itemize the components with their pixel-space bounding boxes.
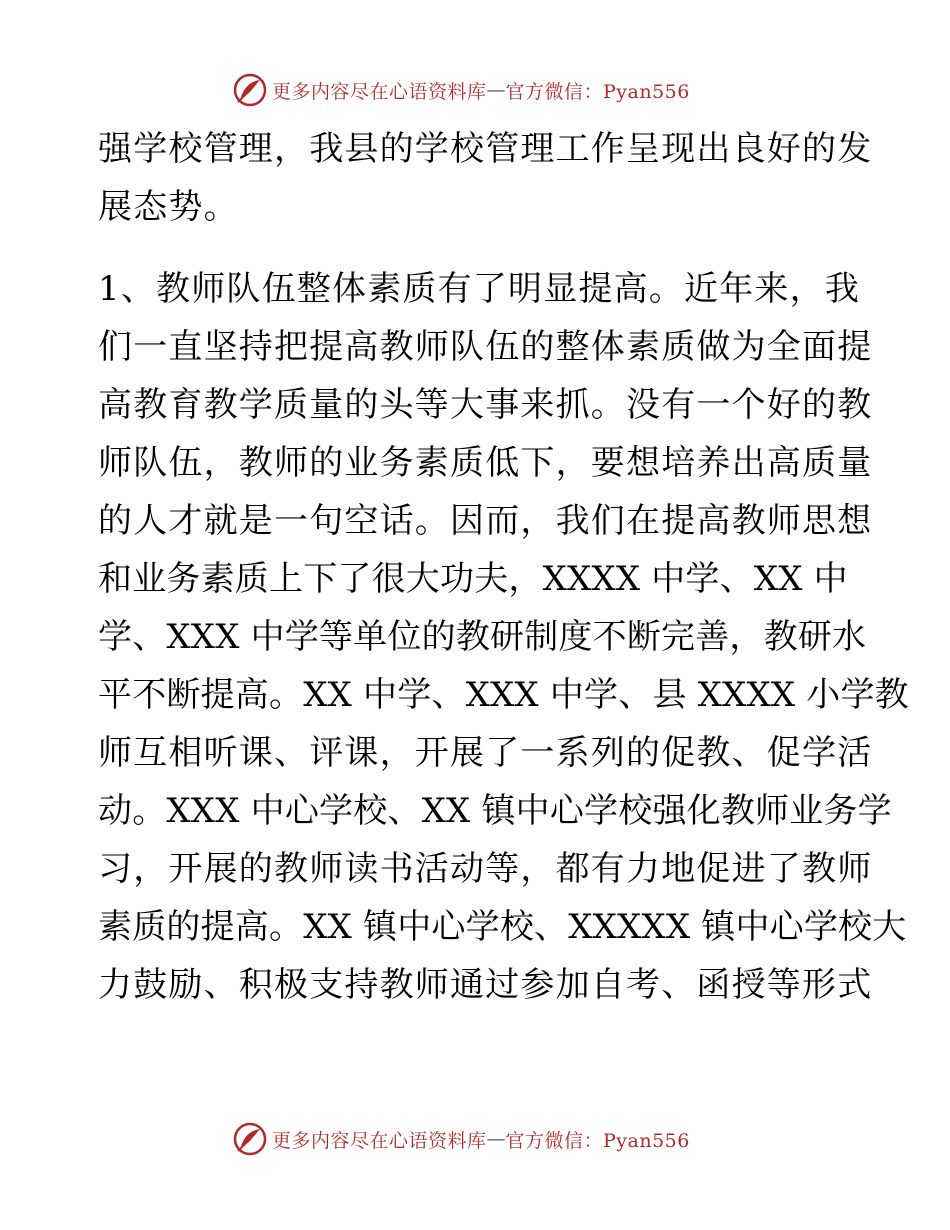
text-line: 师队伍，教师的业务素质低下，要想培养出高质量 [98,443,873,483]
text-line: 学、XXX 中学等单位的教研制度不断完善，教研水 [98,617,867,657]
banner-title: 更多内容尽在心语资料库 [272,1129,487,1152]
banner-separator: — [486,1128,506,1150]
text-line: 展态势。 [98,187,239,227]
text-line: 动。XXX 中心学校、XX 镇中心学校强化教师业务学 [98,791,892,831]
banner-separator: — [486,79,506,101]
text-line: 师互相听课、评课，开展了一系列的促教、促学活 [98,733,873,773]
banner-wechat: 官方微信：Pyan556 [505,80,690,103]
text-line: 平不断提高。XX 中学、XXX 中学、县 XXXX 小学教 [98,675,909,715]
quill-logo-icon [232,72,268,108]
text-line: 习，开展的教师读书活动等，都有力地促进了教师 [98,849,873,889]
text-line: 1、教师队伍整体素质有了明显提高。近年来，我 [98,269,861,309]
text-line: 高教育教学质量的头等大事来抓。没有一个好的教 [98,385,873,425]
quill-logo-icon [232,1121,268,1157]
text-line: 的人才就是一句空话。因而，我们在提高教师思想 [98,501,873,541]
text-line: 素质的提高。XX 镇中心学校、XXXXX 镇中心学校大 [98,907,907,947]
document-body [98,120,909,1014]
header-watermark [232,72,690,108]
text-line: 们一直坚持把提高教师队伍的整体素质做为全面提 [98,327,873,367]
text-line: 力鼓励、积极支持教师通过参加自考、函授等形式 [98,965,873,1005]
text-line: 强学校管理，我县的学校管理工作呈现出良好的发 [98,129,873,169]
banner-title: 更多内容尽在心语资料库 [272,80,487,103]
footer-watermark [232,1121,690,1157]
text-line: 和业务素质上下了很大功夫，XXXX 中学、XX 中 [98,559,848,599]
banner-wechat: 官方微信：Pyan556 [505,1129,690,1152]
